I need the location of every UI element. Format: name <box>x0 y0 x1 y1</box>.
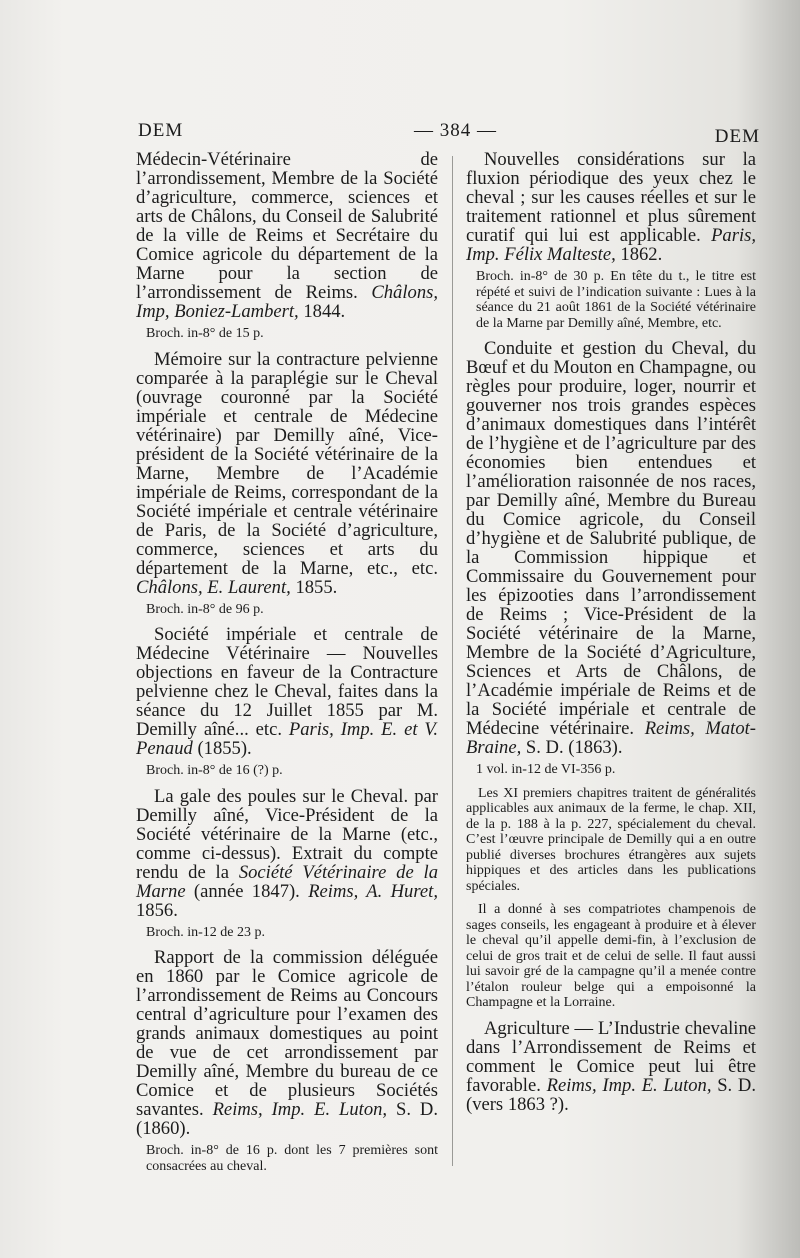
entry-text-after: (année 1847). <box>193 880 300 902</box>
entry-note: Broch. in-8° de 15 p. <box>146 326 264 341</box>
entry-year: S. D. (vers 1863 ?). <box>466 1074 757 1115</box>
entry-text: Médecin-Vétérinaire de l’arrondissement, Membre de la Société d’agriculture, commerce, sciences et arts de Châlons, du Conseil de Salubrité de la ville de Reims et Secrétaire du Comice agricole du département de la Marne pour la section de l’arrondissement de Reims. <box>136 149 438 303</box>
entry-note: Broch. in-12 de 23 p. <box>146 924 265 940</box>
entry-imprint: Paris, Imp. Félix Malteste, <box>466 225 757 265</box>
left-column <box>136 150 438 1182</box>
bibliography-entry <box>136 787 438 920</box>
bibliography-entry <box>466 150 756 264</box>
bibliography-entry <box>466 339 756 757</box>
entry-text: Conduite et gestion du Cheval, du Bœuf et du Mouton en Champagne, ou règles pour produire, loger, nourrir et gouverner nos trois grandes espèces d’animaux domestiques dans l’intérêt de l’hygiène et de l’agriculture par des économies bien entendues et l’amélioration raisonnée de nos races, par Demilly aîné, Membre du Bureau du Comice agricole, du Conseil d’hygiène et de Salubrité publique, de la Commission hippique et Commissaire du Gouvernement pour les épizooties dans l’arrondissement de Reims ; Vice-Président de la Société vétérinaire de la Marne, Membre de la Société d’Agriculture, Sciences et Arts de Châlons, de l’Académie impériale de Reims et de la Société impériale et centrale de Médecine vétérinaire. <box>466 338 756 739</box>
column-divider <box>452 156 453 1166</box>
entry-imprint: Châlons, Imp, Boniez-Lambert, <box>136 282 438 322</box>
entry-text: Nouvelles considérations sur la fluxion périodique des yeux chez le cheval ; sur les causes réelles et sur le traitement rationnel et plus sûrement curatif qui lui est applicable. <box>466 149 756 246</box>
entry-imprint: Reims, A. Huret, <box>308 880 438 902</box>
entry-year: 1862. <box>620 244 663 265</box>
header-right-keyword: DEM <box>714 126 760 147</box>
entry-note: Broch. in-8° de 96 p. <box>146 601 264 617</box>
bibliography-entry <box>136 948 438 1138</box>
entry-commentary: Les XI premiers chapitres traitent de généralités applicables aux animaux de la ferme, le chap. XII, de la p. 188 à la p. 227, spécialement du cheval. C’est l’œuvre principale de Demilly qui a en outre publié diverses brochures étrangères aux sujets hippiques et des articles dans les publications spéciales. <box>466 785 756 894</box>
page-number: — 384 — <box>414 120 497 141</box>
entry-year: 1856. <box>136 899 178 921</box>
entry-year: S. D. (1860). <box>136 1099 439 1139</box>
bibliography-entry <box>136 350 438 597</box>
entry-year: (1855). <box>197 738 252 759</box>
entry-text: Rapport de la commission déléguée en 1860 par le Comice agricole de l’arrondissement de Reims au Concours central d’agriculture pour l’examen des grands animaux domestiques au point de vue de cet arrondissement par Demilly aîné, Membre du bureau de ce Comice et de plusieurs Sociétés savantes. <box>136 947 438 1120</box>
entry-commentary: Il a donné à ses compatriotes champenois de sages conseils, les engageant à produire et à élever le cheval qu’il appelle demi-fin, à l’exclusion de celui de gros trait et de celui de selle. Il faut aussi lui savoir gré de la campagne qu’il a menée contre l’étalon rouleur belge qui a empoisonné la Champagne et la Lorraine. <box>466 902 756 1010</box>
entry-text: Mémoire sur la contracture pelvienne comparée à la paraplégie sur le Cheval (ouvrage couronné par la Société impériale et centrale de Médecine vétérinaire) par Demilly aîné, Vice-président de la Société vétérinaire de la Marne, Membre de l’Académie impériale de Reims, correspondant de la Société impériale et centrale vétérinaire de Paris, de la Société d’agriculture, commerce, sciences et arts du département de la Marne, etc., etc. <box>136 348 438 579</box>
bibliography-entry <box>136 625 438 758</box>
entry-note: Broch. in-8° de 30 p. En tête du t., le titre est répété et suivi de l’indication suivante : Lues à la séance du 21 août 1861 de la Société vétérinaire de la Marne par Demilly aîné, Membre, etc. <box>476 269 756 331</box>
entry-note: 1 vol. in-12 de VI-356 p. <box>476 762 616 777</box>
header-left-keyword: DEM <box>138 120 184 141</box>
entry-imprint: Châlons, E. Laurent, <box>136 576 291 598</box>
entry-imprint: Paris, Imp. E. et V. Penaud <box>136 719 438 759</box>
running-header <box>138 120 760 150</box>
right-column <box>466 150 756 1119</box>
entry-year: 1855. <box>295 576 338 598</box>
bibliography-entry <box>466 1019 756 1114</box>
entry-imprint: Reims, Imp. E. Luton, <box>212 1099 388 1120</box>
entry-text: Société impériale et centrale de Médecine Vétérinaire — Nouvelles objections en faveur de la Contracture pelvienne chez le Cheval, faites dans la séance du 12 Juillet 1855 par M. Demilly aîné... etc. <box>136 624 438 740</box>
entry-year: S. D. (1863). <box>525 737 623 758</box>
entry-imprint: Reims, Imp. E. Luton, <box>546 1074 712 1096</box>
entry-note: Broch. in-8° de 16 (?) p. <box>146 763 283 778</box>
entry-note: Broch. in-8° de 16 p. dont les 7 premières sont consacrées au cheval. <box>146 1143 438 1174</box>
entry-source-title: Société Vétérinaire de la Marne <box>136 861 438 902</box>
entry-imprint: Reims, Matot-Braine, <box>466 718 756 758</box>
entry-text: La gale des poules sur le Cheval. par Demilly aîné, Vice-Président de la Société vétérinaire de la Marne (etc., comme ci-dessus). Extrait du compte rendu de la <box>136 785 438 883</box>
entry-year: 1844. <box>303 301 346 322</box>
entry-text: Agriculture — L’Industrie chevaline dans l’Arrondissement de Reims et comment le Comice peut lui être favorable. <box>466 1017 756 1096</box>
bibliography-entry <box>136 150 438 321</box>
